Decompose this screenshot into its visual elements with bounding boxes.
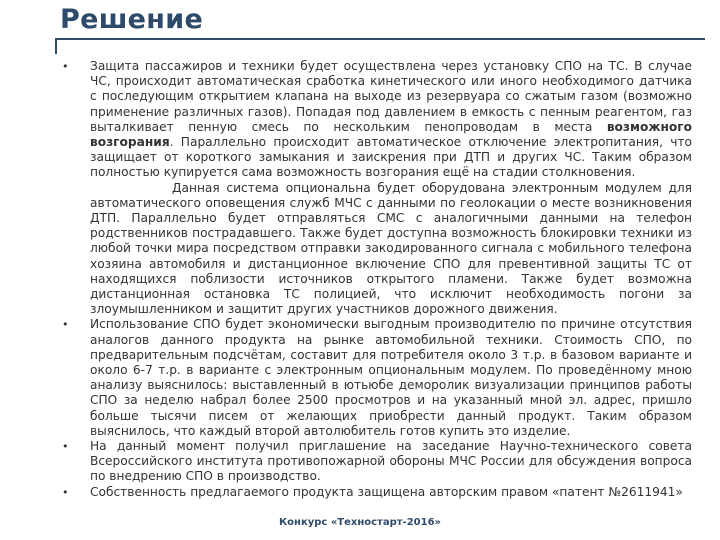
- list-item: [58, 485, 692, 500]
- paragraph-economics: Использование СПО будет экономически выгодным производителю по причине отсутствия аналогов данного продукта на рынке автомобильной техники. Стоимость СПО, по предварительным подсчётам, составит для потребителя около 3 т.р. в базовом варианте и около 6-7 т.р. в варианте с электронным опциональным модулем. По проведённому мною анализу выяснилось: выставленный в ютьюбе деморолик визуализации принципов работы СПО за неделю набрал более 2500 просмотров и на указанный мной эл. адрес, пришло больше тысячи писем от желающих приобрести данный продукт. Таким образом выяснилось, что каждый второй автолюбитель готов купить это изделие.: [90, 317, 692, 438]
- list-item: [58, 439, 692, 485]
- paragraph-text-tail: . Параллельно происходит автоматическое отключение электропитания, что защищает от короткого замыкания и заискрения при ДТП и других ЧС. Таким образом полностью купируется сама возможность возгорания ещё на стадии столкновения.: [90, 135, 692, 180]
- bullet-icon: •: [62, 440, 69, 454]
- paragraph-patent: Собственность предлагаемого продукта защищена авторским правом «патент №2611941»: [90, 484, 683, 499]
- bullet-icon: •: [62, 318, 69, 332]
- paragraph-electronic-module: Данная система опциональна будет оборудована электронным модулем для автоматического оповещения служб МЧС с данными по геолокации о месте возникновения ДТП. Параллельно будет отправляться СМС с аналогичными данными на телефон родственников пострадавшего. Также будет доступна возможность блокировки техники из любой точки мира посредством отправки закодированного сигнала с мобильного телефона хозяина автомобиля и дистанционное включение СПО для превентивной защиты ТС от находящихся поблизости источников открытого пламени. Также будет возможна дистанционная остановка ТС полицией, что исключит необходимость погони за злоумышленником и защитит других участников дорожного движения.: [90, 180, 692, 317]
- paragraph-text: Защита пассажиров и техники будет осуществлена через установку СПО на ТС. В случае ЧС, происходит автоматическая сработка кинетического или иного необходимого датчика с последующим открытием клапана на выходе из резервуара со сжатым газом (возможно применение различных газов). Попадая под давлением в емкость с пенным реагентом, газ выталкивает пенную смесь по нескольким пенопроводам в места: [90, 59, 692, 134]
- bullet-icon: •: [62, 485, 69, 499]
- list-item: [58, 317, 692, 439]
- emphasis-text: возможного возгорания: [90, 119, 692, 150]
- paragraph-protection: [90, 59, 692, 181]
- bullet-list: [58, 59, 692, 500]
- footer-caption: Конкурс «Техностарт-2016»: [279, 517, 441, 528]
- title-divider-accent: [55, 40, 57, 54]
- bullet-icon: •: [62, 60, 69, 73]
- title-divider: [55, 38, 705, 40]
- list-item: [58, 59, 692, 317]
- slide-title: Решение: [60, 4, 204, 35]
- paragraph-invitation: На данный момент получил приглашение на заседание Научно-технического совета Всероссийского института противопожарной обороны МЧС России для обсуждения вопроса по внедрению СПО в производство.: [90, 439, 692, 484]
